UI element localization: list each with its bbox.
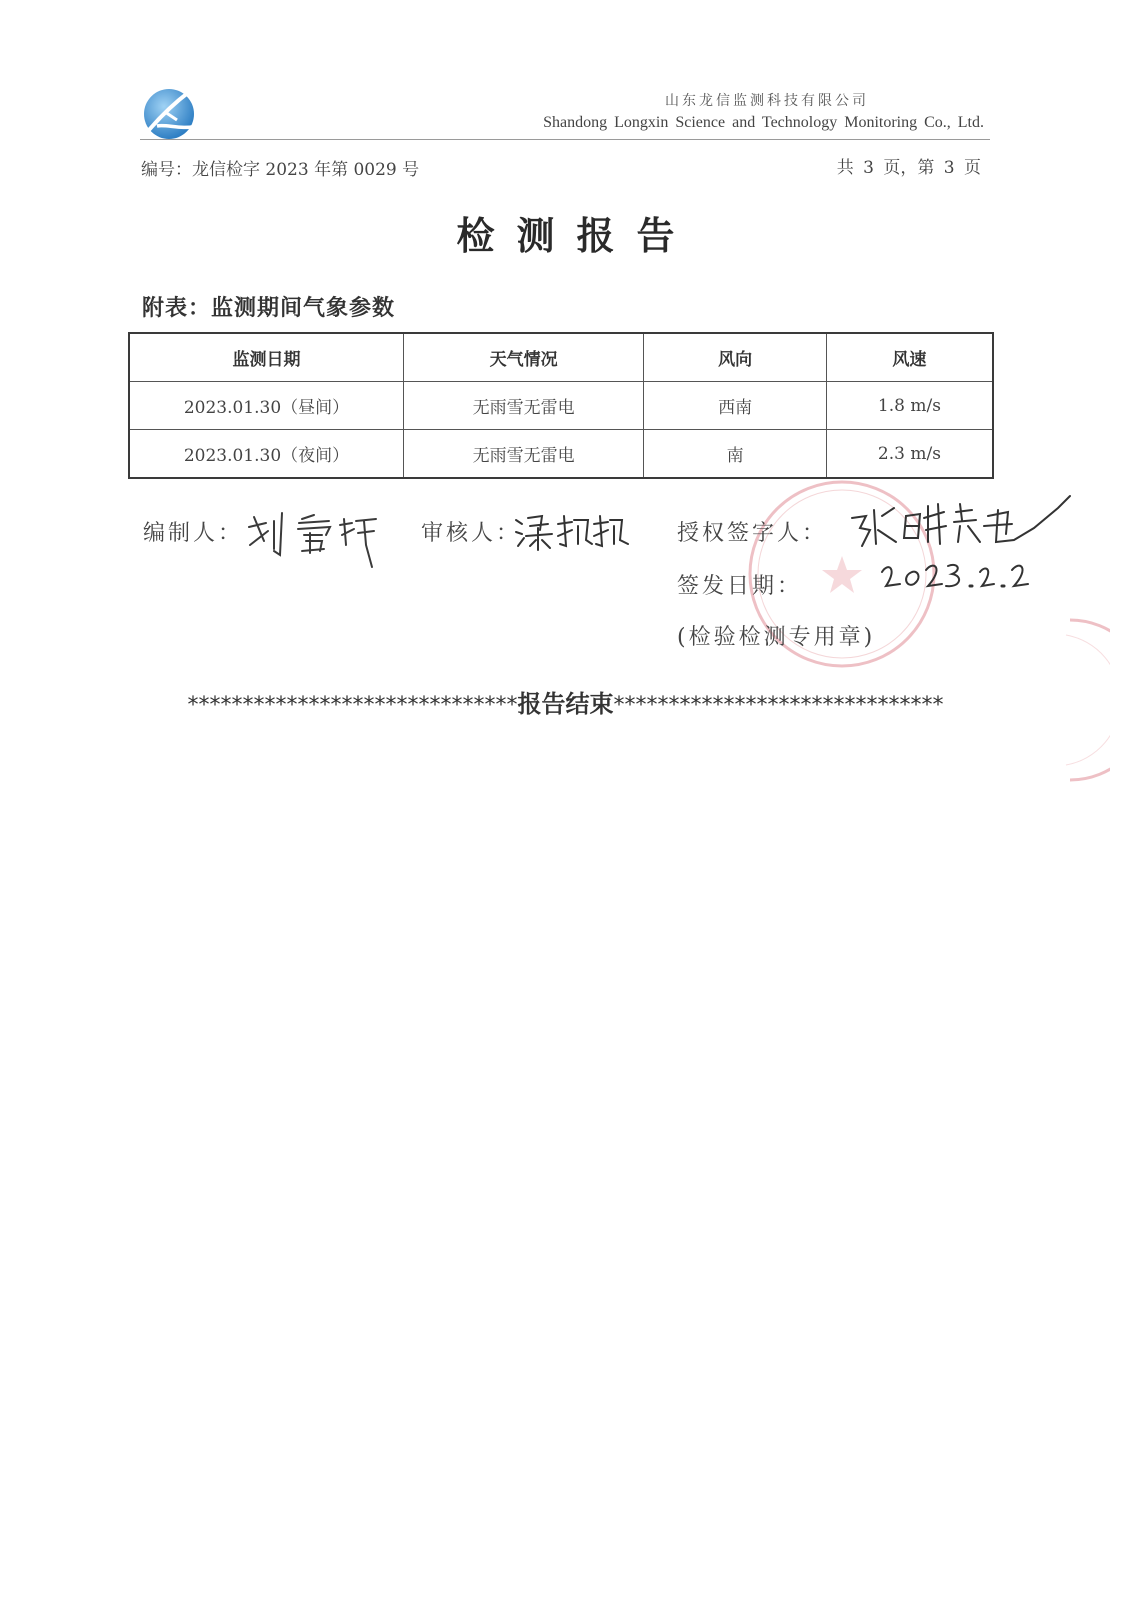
table-header-row	[129, 333, 993, 382]
cell-wind-direction: 西南	[644, 382, 827, 430]
report-end-line	[0, 684, 1131, 719]
company-name-cn: 山东龙信监测科技有限公司	[665, 93, 869, 109]
company-logo	[143, 86, 199, 142]
report-end-text: 报告结束	[517, 690, 614, 718]
reviewer-label: 审核人：	[421, 521, 522, 546]
company-name-en: Shandong Longxin Science and Technology Monitoring Co., Ltd.	[543, 114, 984, 131]
page-info: 共 3 页，第 3 页	[836, 158, 981, 178]
cell-date: 2023.01.30（夜间）	[129, 430, 403, 479]
compiler-signature	[244, 505, 389, 575]
cell-weather: 无雨雪无雷电	[403, 430, 643, 479]
table-row	[129, 430, 993, 479]
header-weather: 天气情况	[403, 333, 643, 382]
cell-date: 2023.01.30（昼间）	[129, 382, 403, 430]
table-row	[129, 382, 993, 430]
end-stars-right: ******************************	[613, 693, 944, 718]
end-stars-left: ******************************	[187, 693, 518, 718]
header-date: 监测日期	[129, 333, 403, 382]
header-divider	[140, 139, 990, 140]
reviewer-signature	[512, 510, 632, 555]
seal-label: (检验检测专用章)	[677, 625, 876, 650]
issue-date-label: 签发日期：	[677, 574, 803, 599]
appendix-title: 附表：监测期间气象参数	[142, 296, 396, 321]
weather-table	[128, 332, 994, 479]
header-wind-speed: 风速	[826, 333, 993, 382]
compiler-label: 编制人：	[143, 521, 244, 546]
issue-date-handwriting	[878, 556, 1033, 596]
report-number: 编号：龙信检字 2023 年第 0029 号	[141, 160, 420, 180]
cell-weather: 无雨雪无雷电	[403, 382, 643, 430]
authorized-signature	[848, 490, 1073, 560]
page-title: 检测报告	[456, 214, 697, 258]
authorized-signatory-label: 授权签字人：	[677, 521, 828, 546]
cell-wind-speed: 1.8 m/s	[826, 382, 993, 430]
header-wind-direction: 风向	[644, 333, 827, 382]
cell-wind-speed: 2.3 m/s	[826, 430, 993, 479]
cell-wind-direction: 南	[644, 430, 827, 479]
